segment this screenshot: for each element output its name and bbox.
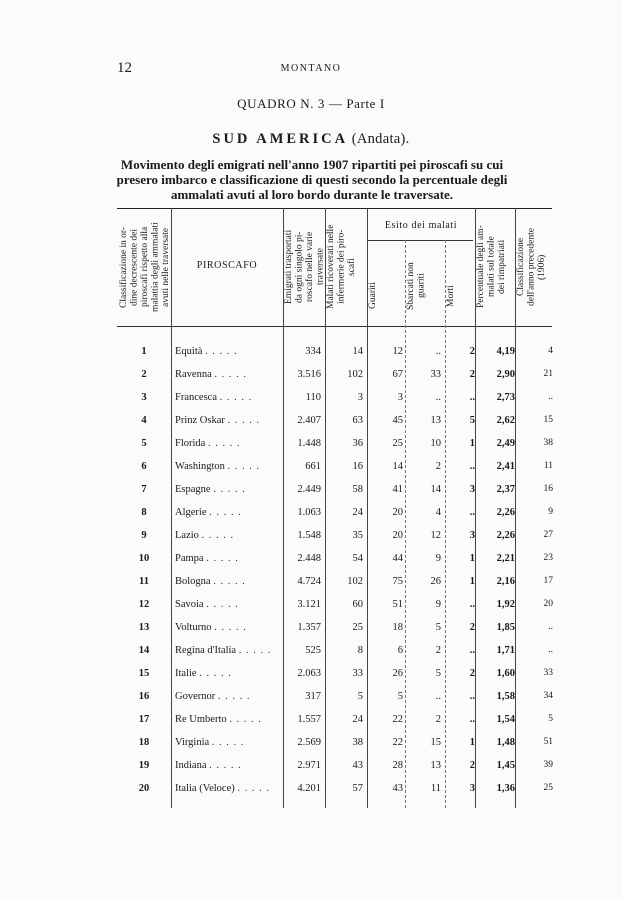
cell-landed: 10 <box>430 438 441 449</box>
cell-landed: 26 <box>430 576 441 587</box>
header-previous-line: dell'anno precedente <box>526 228 537 306</box>
leader-dots: . . . . . <box>213 576 246 587</box>
cell-previous: 25 <box>543 783 553 793</box>
cell-dead: 2 <box>469 369 475 380</box>
cell-emigrants: 2.971 <box>297 760 321 771</box>
cell-ship <box>175 461 287 472</box>
cell-previous: 27 <box>543 530 553 540</box>
cell-percentage: 1,92 <box>496 599 515 610</box>
cell-rank: 11 <box>139 576 149 587</box>
cell-percentage: 2,41 <box>496 461 515 472</box>
header-percentage-line: dei rimpatriati <box>497 239 507 295</box>
cell-dead: 2 <box>469 668 475 679</box>
cell-previous: 17 <box>543 576 553 586</box>
cell-emigrants: 2.569 <box>297 737 321 748</box>
ship-name: Lazio <box>175 530 199 541</box>
ship-name: Volturno <box>175 622 212 633</box>
ship-name: Washington <box>175 461 225 472</box>
leader-dots: . . . . . <box>217 691 251 702</box>
outcome-group-rule <box>367 240 473 241</box>
cell-rank: 16 <box>138 691 150 702</box>
cell-recovered: 18 <box>392 622 403 633</box>
cell-sick: 60 <box>352 599 363 610</box>
header-rank-line: dine decrescente dei <box>129 228 140 306</box>
cell-emigrants: 4.201 <box>297 783 321 794</box>
cell-previous: 33 <box>543 668 553 678</box>
cell-sick: 36 <box>352 438 363 449</box>
header-rank-line: piroscafi rispetto alla <box>140 226 150 308</box>
cell-percentage: 2,16 <box>496 576 515 587</box>
cell-ship <box>175 530 287 541</box>
header-bottom-rule <box>117 326 552 327</box>
cell-landed: .. <box>435 691 441 702</box>
cell-dead: 3 <box>469 783 475 794</box>
cell-emigrants: 3.516 <box>297 369 321 380</box>
cell-sick: 35 <box>352 530 363 541</box>
cell-percentage: 1,58 <box>496 691 515 702</box>
leader-dots: . . . . . <box>229 714 262 725</box>
cell-ship <box>175 714 287 725</box>
cell-rank: 13 <box>138 622 150 633</box>
ship-name: Florida <box>175 438 206 449</box>
cell-emigrants: 525 <box>305 645 321 656</box>
cell-previous: 23 <box>543 553 553 563</box>
cell-rank: 14 <box>138 645 150 656</box>
cell-recovered: 26 <box>392 668 403 679</box>
cell-ship <box>175 737 287 748</box>
cell-dead: 1 <box>469 737 475 748</box>
cell-dead: .. <box>469 645 475 656</box>
cell-landed: .. <box>435 392 441 403</box>
cell-percentage: 1,45 <box>496 760 515 771</box>
leader-dots: . . . . . <box>205 346 238 357</box>
cell-percentage: 2,37 <box>496 484 515 495</box>
cell-sick: 25 <box>352 622 363 633</box>
table-row <box>117 686 552 709</box>
cell-recovered: 28 <box>392 760 403 771</box>
leader-dots: . . . . . <box>211 737 245 748</box>
cell-landed: 33 <box>430 369 441 380</box>
cell-landed: 13 <box>430 760 441 771</box>
cell-recovered: 75 <box>392 576 403 587</box>
cell-landed: .. <box>435 346 441 357</box>
region-name: SUD AMERICA <box>212 131 349 147</box>
cell-dead: .. <box>469 507 475 518</box>
cell-rank: 8 <box>141 507 147 518</box>
cell-percentage: 1,54 <box>496 714 515 725</box>
cell-rank: 10 <box>138 553 150 564</box>
cell-sick: 102 <box>347 576 363 587</box>
cell-ship <box>175 484 287 495</box>
ship-name: Governor <box>175 691 216 702</box>
table-row <box>117 502 552 525</box>
cell-landed: 4 <box>435 507 441 518</box>
cell-landed: 12 <box>430 530 441 541</box>
cell-recovered: 44 <box>392 553 403 564</box>
cell-recovered: 43 <box>392 783 403 794</box>
header-rank-line: avuti nelle traversate <box>161 227 171 307</box>
cell-rank: 2 <box>141 369 147 380</box>
table-row <box>117 617 552 640</box>
table-row <box>117 341 552 364</box>
cell-dead: 3 <box>469 484 475 495</box>
region-title <box>0 131 622 148</box>
header-sick-line: Malati ricoverati nelle <box>326 224 336 310</box>
page-number: 12 <box>117 60 132 76</box>
cell-dead: 2 <box>469 346 475 357</box>
table-row <box>117 732 552 755</box>
leader-dots: . . . . . <box>201 530 235 541</box>
table-description: Movimento degli emigrati nell'anno 1907 ripartiti pei piroscafi su cui presero imbarco e classificazione di questi secondo la percentuale degli ammalati avuti al loro bordo durante le traversate. <box>116 157 508 202</box>
cell-ship <box>175 668 287 679</box>
ship-name: Prinz Oskar <box>175 415 225 426</box>
running-head: MONTANO <box>280 63 342 74</box>
cell-recovered: 51 <box>392 599 403 610</box>
cell-rank: 18 <box>138 737 150 748</box>
cell-sick: 8 <box>357 645 363 656</box>
cell-emigrants: 317 <box>305 691 321 702</box>
ship-name: Equità <box>175 346 203 357</box>
cell-sick: 24 <box>352 507 363 518</box>
cell-dead: 5 <box>469 415 475 426</box>
cell-sick: 54 <box>352 553 363 564</box>
cell-sick: 102 <box>347 369 363 380</box>
cell-dead: 3 <box>469 530 475 541</box>
leader-dots: . . . . . <box>206 599 239 610</box>
cell-recovered: 45 <box>392 415 403 426</box>
table-row <box>117 387 552 410</box>
cell-landed: 14 <box>430 484 441 495</box>
cell-sick: 57 <box>352 783 363 794</box>
table-row <box>117 525 552 548</box>
cell-rank: 6 <box>141 461 147 472</box>
ship-name: Virginia <box>175 737 210 748</box>
header-emigrants-line: roscafo nelle varie <box>305 231 315 303</box>
cell-rank: 19 <box>138 760 150 771</box>
cell-emigrants: 1.557 <box>297 714 321 725</box>
leader-dots: . . . . . <box>207 438 241 449</box>
cell-rank: 20 <box>138 783 150 794</box>
cell-dead: .. <box>469 599 475 610</box>
cell-previous: 21 <box>543 369 553 379</box>
cell-sick: 3 <box>357 392 363 403</box>
cell-previous: 38 <box>543 438 553 448</box>
cell-percentage: 1,71 <box>496 645 515 656</box>
cell-rank: 7 <box>141 484 147 495</box>
leader-dots: . . . . . <box>219 392 253 403</box>
cell-sick: 5 <box>357 691 363 702</box>
cell-rank: 5 <box>141 438 147 449</box>
cell-emigrants: 1.063 <box>297 507 321 518</box>
data-table <box>117 208 552 808</box>
cell-recovered: 20 <box>392 530 403 541</box>
header-landed <box>406 248 444 324</box>
cell-landed: 15 <box>430 737 441 748</box>
cell-ship <box>175 369 287 380</box>
cell-previous: 51 <box>543 737 553 747</box>
cell-percentage: 1,60 <box>496 668 515 679</box>
cell-emigrants: 110 <box>305 392 321 403</box>
header-percentage-line: malati sul totale <box>486 236 497 298</box>
ship-name: Re Umberto <box>175 714 227 725</box>
leader-dots: . . . . . <box>227 461 261 472</box>
cell-landed: 9 <box>435 599 441 610</box>
cell-previous: .. <box>548 645 553 655</box>
cell-landed: 2 <box>435 645 441 656</box>
quadro-title: QUADRO N. 3 — Parte I <box>237 96 385 111</box>
region-note: (Andata). <box>351 131 410 147</box>
cell-emigrants: 3.121 <box>297 599 321 610</box>
header-previous-line: (1906) <box>537 254 547 280</box>
cell-recovered: 22 <box>392 714 403 725</box>
ship-name: Italie <box>175 668 197 679</box>
cell-ship <box>175 392 287 403</box>
header-emigrants <box>284 212 324 322</box>
cell-emigrants: 334 <box>305 346 321 357</box>
ship-name: Savoia <box>175 599 204 610</box>
cell-sick: 33 <box>352 668 363 679</box>
cell-percentage: 1,36 <box>496 783 515 794</box>
cell-ship <box>175 599 287 610</box>
header-sick-line: scafi <box>347 258 357 276</box>
cell-recovered: 6 <box>397 645 403 656</box>
ship-name: Algerie <box>175 507 207 518</box>
table-row <box>117 479 552 502</box>
cell-rank: 3 <box>141 392 147 403</box>
cell-rank: 9 <box>141 530 147 541</box>
table-row <box>117 548 552 571</box>
cell-emigrants: 4.724 <box>297 576 321 587</box>
table-row <box>117 640 552 663</box>
leader-dots: . . . . . <box>237 783 271 794</box>
cell-emigrants: 2.449 <box>297 484 321 495</box>
cell-ship <box>175 415 287 426</box>
table-row <box>117 663 552 686</box>
header-emigrants-line: Emigrati trasportati <box>284 229 294 305</box>
cell-previous: 5 <box>548 714 553 724</box>
cell-ship <box>175 622 287 633</box>
ship-name: Regina d'Italia <box>175 645 237 656</box>
cell-percentage: 2,90 <box>496 369 515 380</box>
header-dead-line: Morti <box>446 285 456 307</box>
leader-dots: . . . . . <box>209 760 242 771</box>
cell-ship <box>175 645 287 656</box>
cell-percentage: 2,62 <box>496 415 515 426</box>
cell-rank: 12 <box>138 599 150 610</box>
header-sick-line: infermerie dei piro- <box>336 229 347 305</box>
cell-ship <box>175 760 287 771</box>
header-recovered <box>368 268 404 324</box>
cell-previous: 34 <box>543 691 553 701</box>
cell-ship <box>175 507 287 518</box>
table-row <box>117 755 552 778</box>
cell-recovered: 41 <box>392 484 403 495</box>
cell-previous: .. <box>548 622 553 632</box>
cell-landed: 13 <box>430 415 441 426</box>
cell-previous: 39 <box>543 760 553 770</box>
cell-percentage: 2,21 <box>496 553 515 564</box>
header-rank <box>119 212 169 322</box>
cell-emigrants: 1.548 <box>297 530 321 541</box>
cell-landed: 9 <box>435 553 441 564</box>
cell-percentage: 4,19 <box>496 346 515 357</box>
cell-sick: 58 <box>352 484 363 495</box>
header-percentage-line: Percentuale degli am- <box>476 225 486 309</box>
cell-dead: .. <box>469 392 475 403</box>
ship-name: Ravenna <box>175 369 212 380</box>
leader-dots: . . . . . <box>214 622 247 633</box>
cell-dead: .. <box>469 461 475 472</box>
header-sick <box>326 212 366 322</box>
cell-recovered: 3 <box>397 392 403 403</box>
cell-recovered: 14 <box>392 461 403 472</box>
cell-sick: 24 <box>352 714 363 725</box>
header-rank-line: malattia degli ammalati <box>150 222 161 312</box>
header-previous <box>516 212 552 322</box>
cell-ship <box>175 783 287 794</box>
header-recovered-line: Guariti <box>368 282 378 310</box>
cell-previous: 11 <box>543 461 553 471</box>
cell-dead: 2 <box>469 760 475 771</box>
cell-percentage: 2,49 <box>496 438 515 449</box>
cell-sick: 38 <box>352 737 363 748</box>
cell-emigrants: 1.357 <box>297 622 321 633</box>
cell-percentage: 1,48 <box>496 737 515 748</box>
ship-name: Francesca <box>175 392 217 403</box>
cell-sick: 43 <box>352 760 363 771</box>
cell-previous: 9 <box>548 507 553 517</box>
ship-name: Pampa <box>175 553 204 564</box>
cell-ship <box>175 438 287 449</box>
cell-ship <box>175 576 287 587</box>
cell-dead: .. <box>469 714 475 725</box>
leader-dots: . . . . . <box>206 553 239 564</box>
table-row <box>117 433 552 456</box>
cell-ship <box>175 553 287 564</box>
cell-percentage: 1,85 <box>496 622 515 633</box>
cell-emigrants: 2.448 <box>297 553 321 564</box>
cell-dead: 1 <box>469 553 475 564</box>
leader-dots: . . . . . <box>227 415 261 426</box>
cell-dead: 1 <box>469 576 475 587</box>
header-emigrants-line: da ogni singolo pi- <box>294 231 305 303</box>
table-row <box>117 410 552 433</box>
cell-ship <box>175 691 287 702</box>
table-top-rule <box>117 208 552 209</box>
table-row <box>117 456 552 479</box>
cell-sick: 63 <box>352 415 363 426</box>
leader-dots: . . . . . <box>209 507 242 518</box>
cell-emigrants: 1.448 <box>297 438 321 449</box>
cell-emigrants: 2.407 <box>297 415 321 426</box>
cell-landed: 5 <box>435 622 441 633</box>
cell-landed: 2 <box>435 714 441 725</box>
table-row <box>117 594 552 617</box>
cell-rank: 1 <box>141 346 147 357</box>
cell-sick: 14 <box>352 346 363 357</box>
cell-dead: 2 <box>469 622 475 633</box>
header-rank-line: Classificazione in or- <box>119 226 129 308</box>
ship-name: Indiana <box>175 760 207 771</box>
cell-ship <box>175 346 287 357</box>
cell-rank: 17 <box>138 714 150 725</box>
header-landed-line: guariti <box>416 273 427 299</box>
leader-dots: . . . . . <box>199 668 232 679</box>
cell-previous: 4 <box>548 346 553 356</box>
ship-name: Espagne <box>175 484 211 495</box>
cell-landed: 5 <box>435 668 441 679</box>
header-landed-line: Sbarcati non <box>406 262 416 310</box>
table-row <box>117 709 552 732</box>
cell-rank: 15 <box>138 668 150 679</box>
header-outcome-group: Esito dei malati <box>384 220 458 231</box>
cell-recovered: 5 <box>397 691 403 702</box>
header-dead <box>446 268 474 324</box>
cell-recovered: 22 <box>392 737 403 748</box>
cell-recovered: 20 <box>392 507 403 518</box>
cell-dead: .. <box>469 691 475 702</box>
table-row <box>117 364 552 387</box>
cell-landed: 11 <box>430 783 441 794</box>
cell-recovered: 25 <box>392 438 403 449</box>
cell-percentage: 2,26 <box>496 507 515 518</box>
leader-dots: . . . . . <box>213 484 246 495</box>
cell-emigrants: 661 <box>305 461 321 472</box>
ship-name: Italia (Veloce) <box>175 783 235 794</box>
cell-percentage: 2,73 <box>496 392 515 403</box>
cell-previous: .. <box>548 392 553 402</box>
cell-dead: 1 <box>469 438 475 449</box>
header-emigrants-line: traversate <box>315 248 326 286</box>
header-ship: PIROSCAFO <box>196 260 258 271</box>
cell-previous: 16 <box>543 484 553 494</box>
cell-recovered: 67 <box>392 369 403 380</box>
cell-emigrants: 2.063 <box>297 668 321 679</box>
leader-dots: . . . . . <box>214 369 247 380</box>
cell-landed: 2 <box>435 461 441 472</box>
table-row <box>117 571 552 594</box>
table-row <box>117 778 552 801</box>
cell-recovered: 12 <box>392 346 403 357</box>
header-percentage <box>476 212 514 322</box>
cell-sick: 16 <box>352 461 363 472</box>
cell-rank: 4 <box>141 415 147 426</box>
header-previous-line: Classificazione <box>516 237 526 297</box>
cell-previous: 20 <box>543 599 553 609</box>
ship-name: Bologna <box>175 576 211 587</box>
leader-dots: . . . . . <box>238 645 272 656</box>
cell-previous: 15 <box>543 415 553 425</box>
cell-percentage: 2,26 <box>496 530 515 541</box>
